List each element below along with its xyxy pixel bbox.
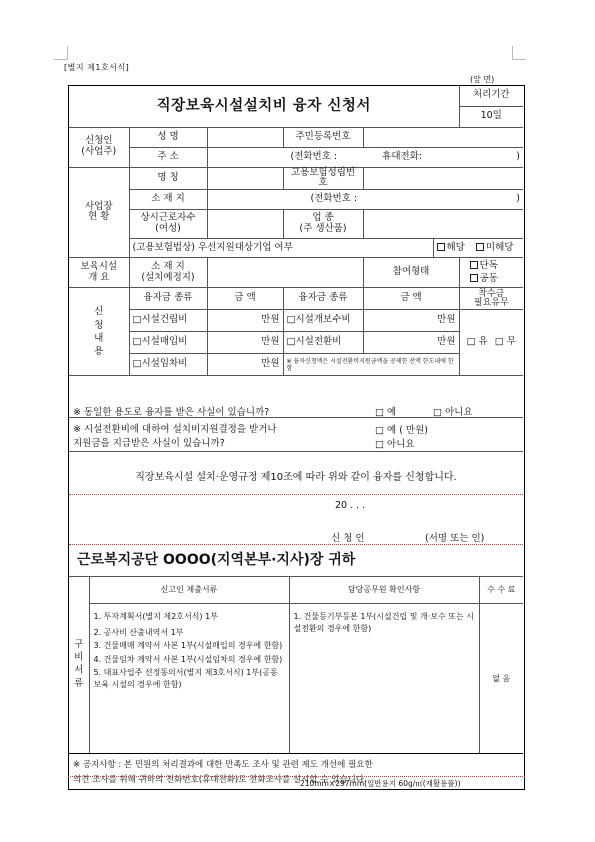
submit-doc-1: 1. 투자계획서(별지 제2호서식) 1부 [93, 612, 218, 621]
fee-value: 없 음 [479, 604, 523, 754]
processing-period-value: 10일 [459, 106, 523, 127]
form-title: 직장보육시설설치비 융자 신청서 [69, 86, 459, 127]
industry-label: 업 종 (주 생산품) [283, 210, 363, 239]
loan-amount-construction[interactable]: 만원 [207, 310, 283, 332]
address-close-paren: ) [516, 150, 521, 162]
submit-doc-5: 5. 대표사업주 선정동의서(별지 제3호서식) 1부(공동보육 시설의 경우에 한함) [93, 668, 278, 689]
loan-group-label: 신 청 내 용 [69, 288, 129, 376]
industry-field[interactable] [363, 210, 523, 239]
fee-header: 수 수 료 [479, 577, 523, 604]
loan-amount-renovation[interactable]: 만원 [363, 310, 459, 332]
crop-mark-top-left [54, 46, 68, 60]
name-field[interactable] [207, 127, 283, 147]
priority-yes-checkbox[interactable]: 해당 [437, 242, 465, 253]
question-1-text: ※ 동일한 용도로 융자를 받은 사실이 있습니까? [73, 407, 270, 418]
statement-divider [69, 494, 523, 495]
workplace-phone-label: (전화번호 : [310, 193, 358, 205]
submit-doc-4: 4. 건물임차 계약서 사본 1부(시설임차의 경우에 한함) [93, 654, 283, 664]
address-label: 주 소 [129, 147, 207, 167]
rrn-label: 주민등록번호 [283, 127, 363, 147]
workplace-close-paren: ) [516, 193, 521, 205]
loan-type-header: 융자금 종류 [129, 288, 207, 310]
workplace-group-label: 사업장 현 황 [69, 167, 129, 258]
loan-amount-purchase[interactable]: 만원 [207, 332, 283, 354]
mobile-label: 휴대전화: [382, 150, 423, 162]
workplace-name-field[interactable] [207, 167, 283, 190]
insurance-no-label: 고용보험성립번호 [283, 167, 363, 190]
documents-table [69, 576, 523, 754]
signature-divider [69, 544, 523, 545]
advance-need-no[interactable]: □ 무 [494, 336, 516, 348]
application-date[interactable]: 20 . . . [335, 500, 366, 511]
name-label: 성 명 [129, 127, 207, 147]
footer-divider [68, 776, 525, 777]
application-statement: 직장보육시설 설치·운영규정 제10조에 따라 위와 같이 융자를 신청합니다. [135, 472, 457, 483]
paper-size-footer: 210mm×297mm(일반용지 60g/㎡(재활용품)) [300, 779, 461, 788]
loan-amount-lease[interactable]: 만원 [207, 354, 283, 376]
address-field[interactable] [207, 147, 523, 167]
question-2-yes[interactable]: □ 예 ( 만원) [375, 425, 428, 436]
participation-label: 참여형태 [363, 258, 459, 288]
applicant-group-label: 신청인 (사업주) [69, 127, 129, 167]
loan-item-conversion[interactable]: □시설전환비 [283, 332, 363, 354]
facility-location-label: 소 재 지 (설치예정지) [129, 258, 207, 288]
rrn-field[interactable] [363, 127, 523, 147]
question-2 [69, 418, 523, 452]
question-2-text: ※ 시설전환비에 대하여 설치비지원결정을 받거나 지원금을 지급받은 사실이 있습니까? [73, 424, 277, 449]
signer-label: 신 청 인 [331, 533, 365, 544]
official-check-item: 1. 건물등기부등본 1부(시설건립 및 개·보수 또는 시설전환의 경우에 한함) [289, 604, 479, 754]
advance-need-yes[interactable]: □ 유 [466, 336, 488, 348]
insurance-no-field[interactable] [363, 167, 523, 190]
workplace-location-label: 소 재 지 [129, 190, 207, 210]
facility-group-label: 보육시설 개 요 [69, 258, 129, 288]
workers-field[interactable] [207, 210, 283, 239]
recipient: 근로복지공단 OOOO(지역본부·지사)장 귀하 [77, 552, 356, 568]
official-check-header: 담당공무원 확인사항 [289, 577, 479, 604]
loan-item-construction[interactable]: □시설건립비 [129, 310, 207, 332]
loan-note: ※ 융자신청액은 시설전환비지원금액을 공제한 잔액 한도내에 한함 [283, 354, 459, 376]
form-number-tag: [별지 제1호서식] [64, 63, 130, 72]
crop-mark-top-right [512, 46, 526, 60]
notice: ※ 공지사항 : 본 민원의 처리결과에 대한 만족도 조사 및 관련 제도 개선에 필요한 의견 조사를 위해 귀하의 전화번호(휴대전화)로 전화조사를 실시할 수 있습니다. [69, 753, 523, 788]
question-1-no[interactable]: □ 아니요 [433, 407, 473, 418]
question-2-no[interactable]: □ 아니요 [375, 439, 415, 450]
processing-period-label: 처리기간 [459, 86, 523, 106]
loan-item-lease[interactable]: □시설임차비 [129, 354, 207, 376]
loan-amount-header: 금 액 [207, 288, 283, 310]
application-form [68, 85, 525, 790]
documents-side-label: 구 비 서 류 [69, 577, 89, 754]
single-checkbox[interactable]: 단독 [470, 260, 521, 273]
signature-field[interactable]: (서명 또는 인) [425, 533, 485, 544]
facility-location-field[interactable] [207, 258, 363, 288]
submit-doc-2: 2. 공사비 산출내역서 1부 [93, 627, 184, 637]
main-table [69, 86, 523, 376]
submit-docs-header: 신고인 제출서류 [89, 577, 289, 604]
question-1-yes[interactable]: □ 예 [375, 407, 397, 418]
phone-label: (전화번호 : [290, 150, 338, 162]
workplace-name-label: 명 칭 [129, 167, 207, 190]
workplace-location-field[interactable] [207, 190, 523, 210]
priority-no-checkbox[interactable]: 미해당 [476, 242, 514, 253]
loan-amount-header-2: 금 액 [363, 288, 459, 310]
page-side-label: (앞 면) [470, 75, 495, 84]
loan-item-renovation[interactable]: □시설개보수비 [283, 310, 363, 332]
loan-amount-conversion[interactable]: 만원 [363, 332, 459, 354]
joint-checkbox[interactable]: 공동 [470, 273, 521, 286]
loan-type-header-2: 융자금 종류 [283, 288, 363, 310]
priority-question: (고용보험법상) 우선지원대상기업 여부 [129, 239, 433, 258]
advance-need-header: 착수금 필요유무 [459, 288, 523, 310]
submit-doc-3: 3. 건물매매 계약서 사본 1부(시설매입의 경우에 한함) [93, 641, 283, 651]
question-1 [69, 402, 523, 418]
workers-label: 상시근로자수 (여성) [129, 210, 207, 239]
loan-item-purchase[interactable]: □시설매입비 [129, 332, 207, 354]
